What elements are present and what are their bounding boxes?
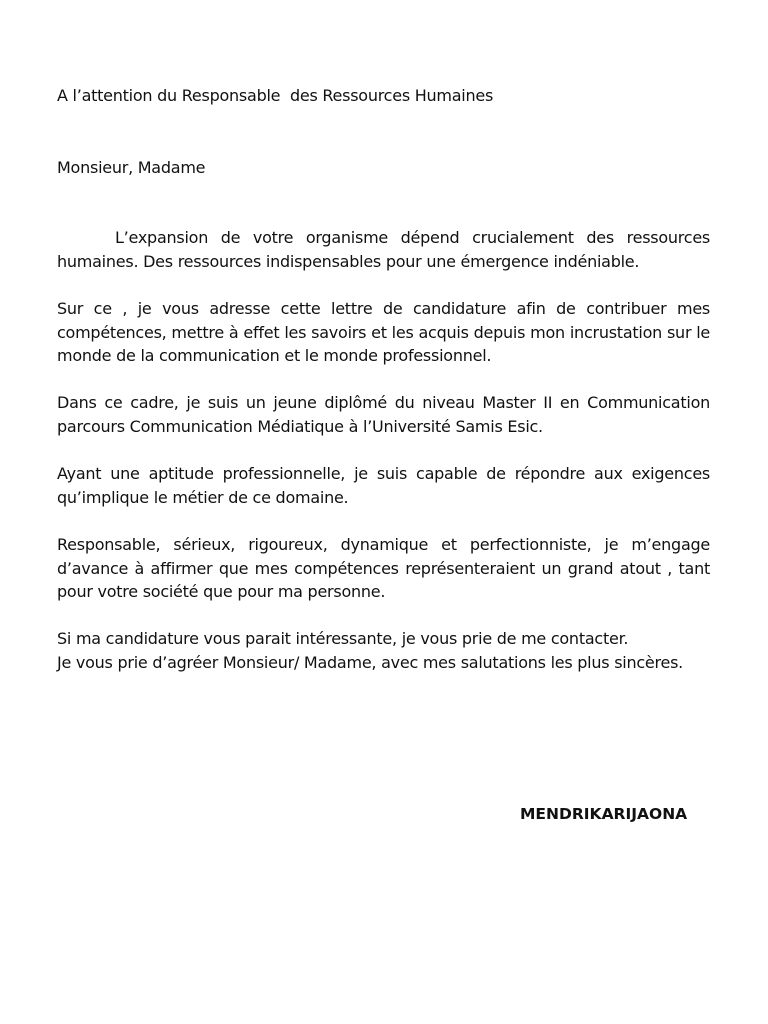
closing-contact: Si ma candidature vous parait intéressante, je vous prie de me contacter. — [57, 629, 629, 649]
paragraph-aptitude: Ayant une aptitude professionnelle, je suis capable de répondre aux exigences qu’implique le métier de ce domaine. — [57, 464, 710, 507]
addressee-line: A l’attention du Responsable des Ressources Humaines — [57, 86, 494, 105]
salutation: Monsieur, Madame — [57, 157, 206, 177]
paragraph-education: Dans ce cadre, je suis un jeune diplômé du niveau Master II en Communication parcours Communication Médiatique à l’Université Samis Esic. — [57, 393, 710, 436]
paragraph-intro: L’expansion de votre organisme dépend crucialement des ressources humaines. Des ressources indispensables pour une émergence indéniable. — [57, 228, 710, 271]
letter-body — [57, 84, 710, 674]
closing-regards: Je vous prie d’agréer Monsieur/ Madame, avec mes salutations les plus sincères. — [57, 652, 683, 672]
signature-name: MENDRIKARIJAONA — [520, 805, 688, 823]
paragraph-application: Sur ce , je vous adresse cette lettre de candidature afin de contribuer mes compétences, mettre à effet les savoirs et les acquis depuis mon incrustation sur le monde de la communication et le monde professionnel. — [57, 298, 710, 366]
paragraph-qualities: Responsable, sérieux, rigoureux, dynamique et perfectionniste, je m’engage d’avance à affirmer que mes compétences représenteraient un grand atout , tant pour votre société que pour ma personne. — [57, 534, 710, 602]
